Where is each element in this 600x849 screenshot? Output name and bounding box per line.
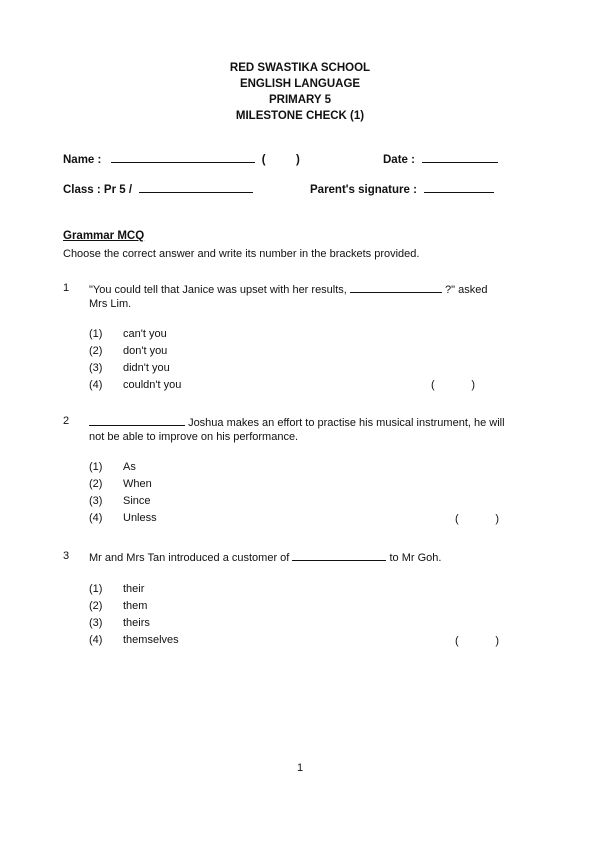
option-text: didn't you <box>123 362 170 374</box>
answer-blank <box>292 550 386 561</box>
subject-name: ENGLISH LANGUAGE <box>239 78 361 90</box>
stem-text-after: Joshua makes an effort to practise his musical instrument, he will <box>188 417 505 429</box>
option-number: (3) <box>89 362 103 374</box>
option-1[interactable] <box>89 461 509 478</box>
option-1[interactable] <box>89 583 509 600</box>
parent-signature-line[interactable] <box>424 182 494 193</box>
register-number-space[interactable] <box>269 153 293 163</box>
option-text: Since <box>123 495 151 507</box>
parent-signature-row <box>310 182 494 196</box>
stem-text-after: ?" asked <box>445 284 488 296</box>
option-number: (4) <box>89 634 103 646</box>
option-number: (1) <box>89 328 103 340</box>
section-instructions: Choose the correct answer and write its number in the brackets provided. <box>63 248 420 260</box>
option-number: (4) <box>89 379 103 391</box>
stem-text-line2: Mrs Lim. <box>89 298 132 310</box>
page-number: 1 <box>296 762 304 774</box>
date-label: Date : <box>383 154 415 166</box>
option-number: (2) <box>89 600 103 612</box>
answer-bracket[interactable]: ( ) <box>455 635 499 647</box>
option-text: Unless <box>123 512 157 524</box>
option-number: (2) <box>89 345 103 357</box>
question-number: 2 <box>63 415 70 427</box>
name-input-line[interactable] <box>111 152 255 163</box>
option-number: (1) <box>89 583 103 595</box>
option-number: (1) <box>89 461 103 473</box>
register-number-paren-open: ( <box>261 154 266 166</box>
option-2[interactable] <box>89 600 509 617</box>
stem-text-line2: not be able to improve on his performance. <box>89 431 299 443</box>
exam-title: MILESTONE CHECK (1) <box>235 110 365 122</box>
stem-text-after: to Mr Goh. <box>389 552 442 564</box>
option-number: (3) <box>89 495 103 507</box>
answer-bracket[interactable]: ( ) <box>455 513 499 525</box>
answer-bracket[interactable]: ( ) <box>431 379 475 391</box>
question-3 <box>63 550 523 650</box>
class-field-row <box>63 182 253 196</box>
option-4[interactable] <box>89 512 509 529</box>
name-field-row <box>63 152 300 166</box>
date-input-line[interactable] <box>422 152 498 163</box>
option-text: themselves <box>123 634 179 646</box>
options-list <box>89 583 509 651</box>
option-2[interactable] <box>89 345 509 362</box>
school-name: RED SWASTIKA SCHOOL <box>229 62 371 74</box>
option-number: (2) <box>89 478 103 490</box>
worksheet-header <box>0 60 600 124</box>
option-text: theirs <box>123 617 150 629</box>
option-text: couldn't you <box>123 379 182 391</box>
option-text: As <box>123 461 136 473</box>
option-text: them <box>123 600 148 612</box>
date-field-row <box>383 152 498 166</box>
option-3[interactable] <box>89 495 509 512</box>
option-4[interactable] <box>89 634 509 651</box>
parent-signature-label: Parent's signature : <box>310 184 417 196</box>
option-number: (3) <box>89 617 103 629</box>
options-list <box>89 461 509 529</box>
option-text: their <box>123 583 145 595</box>
option-text: When <box>123 478 152 490</box>
question-stem <box>89 282 523 311</box>
level-name: PRIMARY 5 <box>269 94 331 106</box>
class-input-line[interactable] <box>139 182 253 193</box>
option-number: (4) <box>89 512 103 524</box>
question-stem <box>89 550 523 565</box>
answer-blank <box>89 415 185 426</box>
option-3[interactable] <box>89 362 509 379</box>
section-heading: Grammar MCQ <box>63 230 145 242</box>
name-label: Name : <box>63 154 102 166</box>
answer-blank <box>350 282 442 293</box>
option-1[interactable] <box>89 328 509 345</box>
stem-text-before: "You could tell that Janice was upset with her results, <box>89 284 347 296</box>
question-number: 1 <box>63 282 70 294</box>
question-2 <box>63 415 523 525</box>
question-stem <box>89 415 523 444</box>
option-3[interactable] <box>89 617 509 634</box>
stem-text-before: Mr and Mrs Tan introduced a customer of <box>89 552 290 564</box>
option-text: don't you <box>123 345 168 357</box>
register-number-paren-close: ) <box>296 154 300 166</box>
question-number: 3 <box>63 550 70 562</box>
option-2[interactable] <box>89 478 509 495</box>
option-text: can't you <box>123 328 167 340</box>
question-1 <box>63 282 523 392</box>
class-label: Class : Pr 5 / <box>63 184 133 196</box>
